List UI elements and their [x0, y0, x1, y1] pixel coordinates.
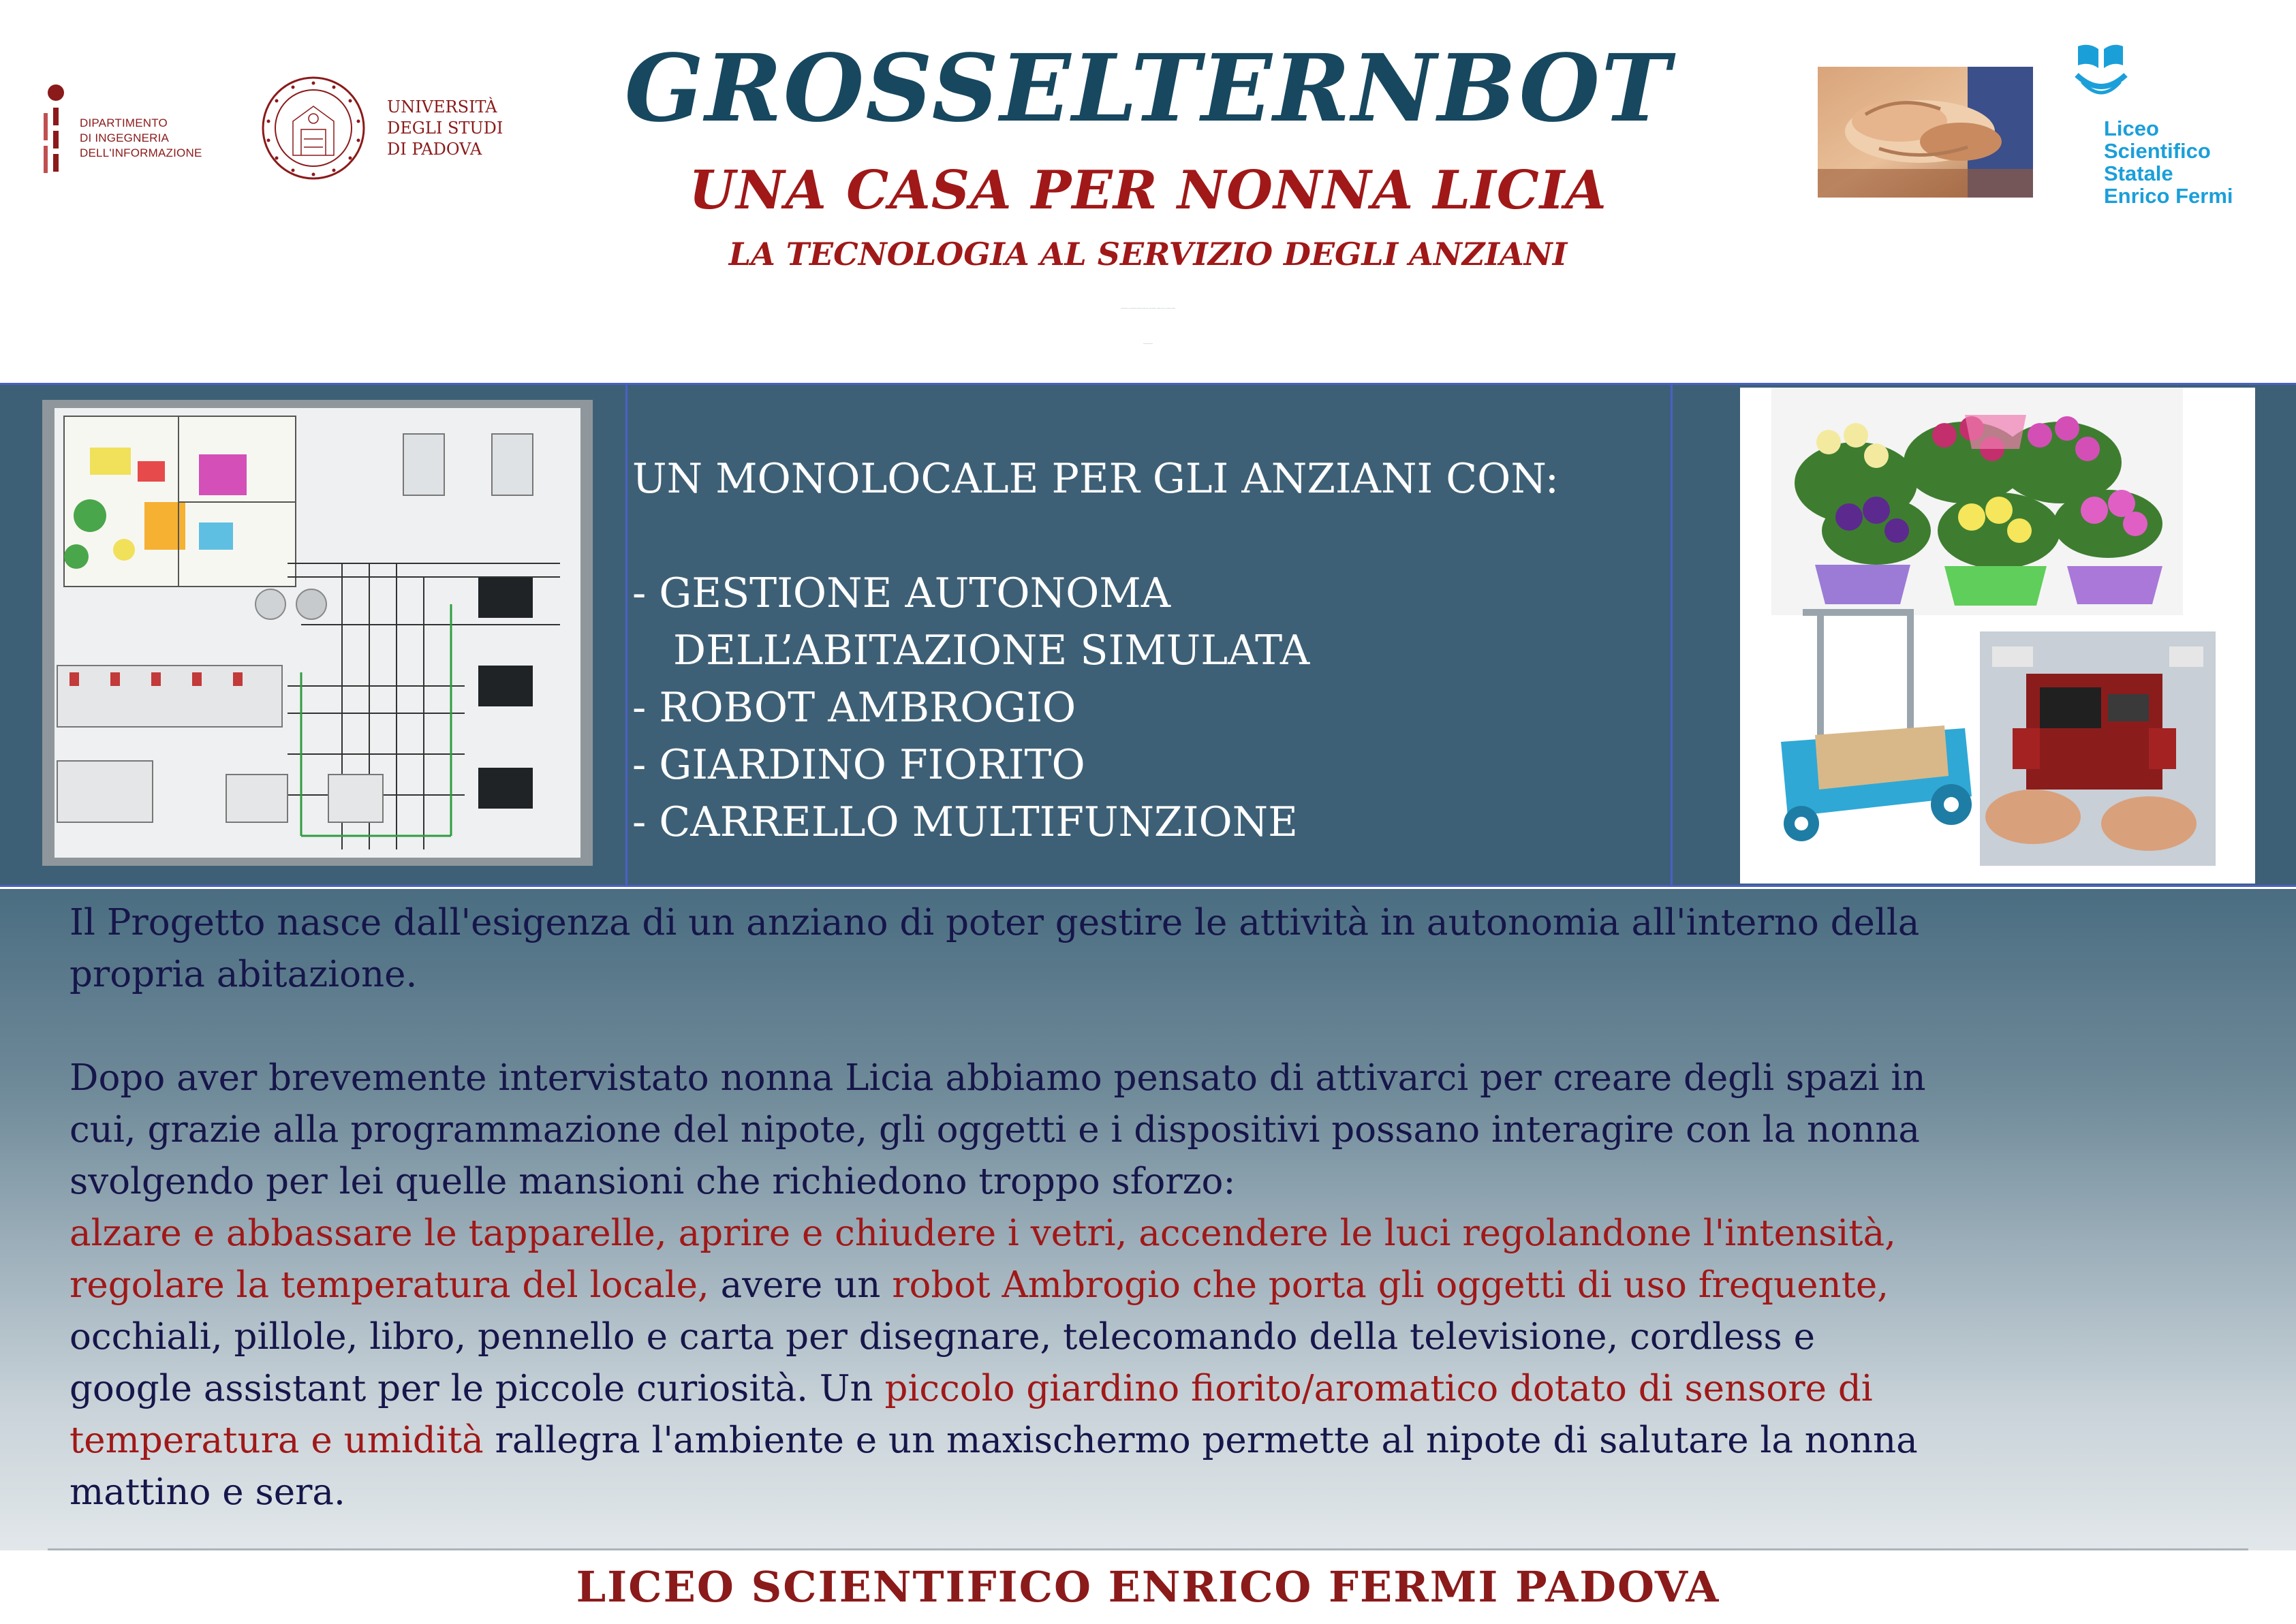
dei-logo-line-1: DIPARTIMENTO	[80, 116, 168, 129]
poster-tagline: LA TECNOLOGIA AL SERVIZIO DEGLI ANZIANI	[728, 236, 1568, 272]
authors-line-2: TOMMASO BENCIOLINI	[1143, 344, 1153, 345]
description-line: Dopo aver brevemente intervistato nonna Licia abbiamo pensato di attivarci per creare degli spazi in	[69, 1057, 1926, 1099]
paragraph-gap	[69, 1001, 2250, 1052]
home-automation-panel-photo	[42, 400, 593, 866]
fermi-logo-line-4: Enrico Fermi	[2104, 184, 2233, 208]
description-line: propria abitazione.	[69, 954, 418, 995]
description-highlight: robot Ambrogio che porta gli oggetti di uso frequente,	[892, 1264, 1889, 1306]
feature-item-1: - GESTIONE AUTONOMA	[632, 569, 1171, 617]
poster-header	[0, 0, 2296, 381]
feature-item-4: - CARRELLO MULTIFUNZIONE	[632, 798, 1298, 846]
description-line: cui, grazie alla programmazione del nipote, gli oggetti e i dispositivi possano interagire con la nonna	[69, 1109, 1920, 1151]
description-line: Il Progetto nasce dall'esigenza di un anziano di poter gestire le attività in autonomia all'interno della	[69, 902, 1920, 943]
band-divider-left	[625, 385, 627, 885]
fermi-logo-line-1: Liceo	[2104, 116, 2159, 140]
description-line-mixed	[69, 1260, 2250, 1311]
robot-ambrogio-photo	[1980, 631, 2216, 866]
fermi-logo-mark	[2071, 41, 2146, 102]
description-fragment: avere un	[709, 1264, 893, 1306]
description-line: occhiali, pillole, libro, pennello e carta per disegnare, telecomando della televisione, cordless e	[69, 1316, 1815, 1358]
university-logo-line-3: DI PADOVA	[387, 140, 482, 159]
poster-footer	[0, 1550, 2296, 1624]
description-text	[69, 897, 2250, 1518]
flower-pots-photo	[1771, 388, 2183, 615]
description-highlight: regolare la temperatura del locale,	[69, 1264, 709, 1306]
description-line: svolgendo per lei quelle mansioni che richiedono troppo sforzo:	[69, 1161, 1236, 1202]
elderly-hands-photo	[1818, 67, 2033, 198]
description-highlight: piccolo giardino fiorito/aromatico dotato di sensore di	[884, 1368, 1873, 1409]
liceo-fermi-logo	[2071, 41, 2276, 208]
dei-logo-line-3: DELL'INFORMAZIONE	[80, 146, 202, 159]
university-logo-line-2: DEGLI STUDI	[387, 119, 503, 138]
feature-band	[0, 383, 2296, 887]
features-heading: UN MONOLOCALE PER GLI ANZIANI CON:	[632, 455, 1559, 503]
project-photo-collage	[1740, 388, 2255, 884]
feature-item-3: - GIARDINO FIORITO	[632, 741, 1085, 789]
project-description	[0, 889, 2296, 1557]
band-divider-right	[1671, 385, 1673, 885]
description-highlight: temperatura e umidità	[69, 1420, 484, 1461]
description-fragment: google assistant per le piccole curiosità. Un	[69, 1368, 885, 1409]
fermi-logo-line-2: Scientifico	[2104, 139, 2211, 163]
description-fragment: rallegra l'ambiente e un maxischermo permette al nipote di salutare la nonna	[483, 1420, 1918, 1461]
description-highlight-line: alzare e abbassare le tapparelle, aprire e chiudere i vetri, accendere le luci regolandone l'intensità,	[69, 1213, 1897, 1254]
dei-logo-line-2: DI INGEGNERIA	[80, 131, 170, 144]
fermi-logo-line-3: Statale	[2104, 161, 2173, 185]
description-line-mixed	[69, 1415, 2250, 1467]
poster-title: GROSSELTERNBOT	[624, 34, 1672, 143]
footer-school-name: LICEO SCIENTIFICO ENRICO FERMI PADOVA	[576, 1562, 1720, 1612]
university-logo-line-1: UNIVERSITÀ	[387, 97, 497, 116]
poster-subtitle: UNA CASA PER NONNA LICIA	[689, 159, 1607, 221]
features-list	[632, 450, 1654, 851]
feature-item-2: - ROBOT AMBROGIO	[632, 684, 1076, 732]
description-line-mixed	[69, 1363, 2250, 1415]
description-line: mattino e sera.	[69, 1471, 345, 1513]
feature-item-1-cont: DELL’ABITAZIONE SIMULATA	[673, 627, 1310, 674]
authors-list	[0, 292, 2296, 362]
fermi-logo-text	[2104, 117, 2233, 207]
